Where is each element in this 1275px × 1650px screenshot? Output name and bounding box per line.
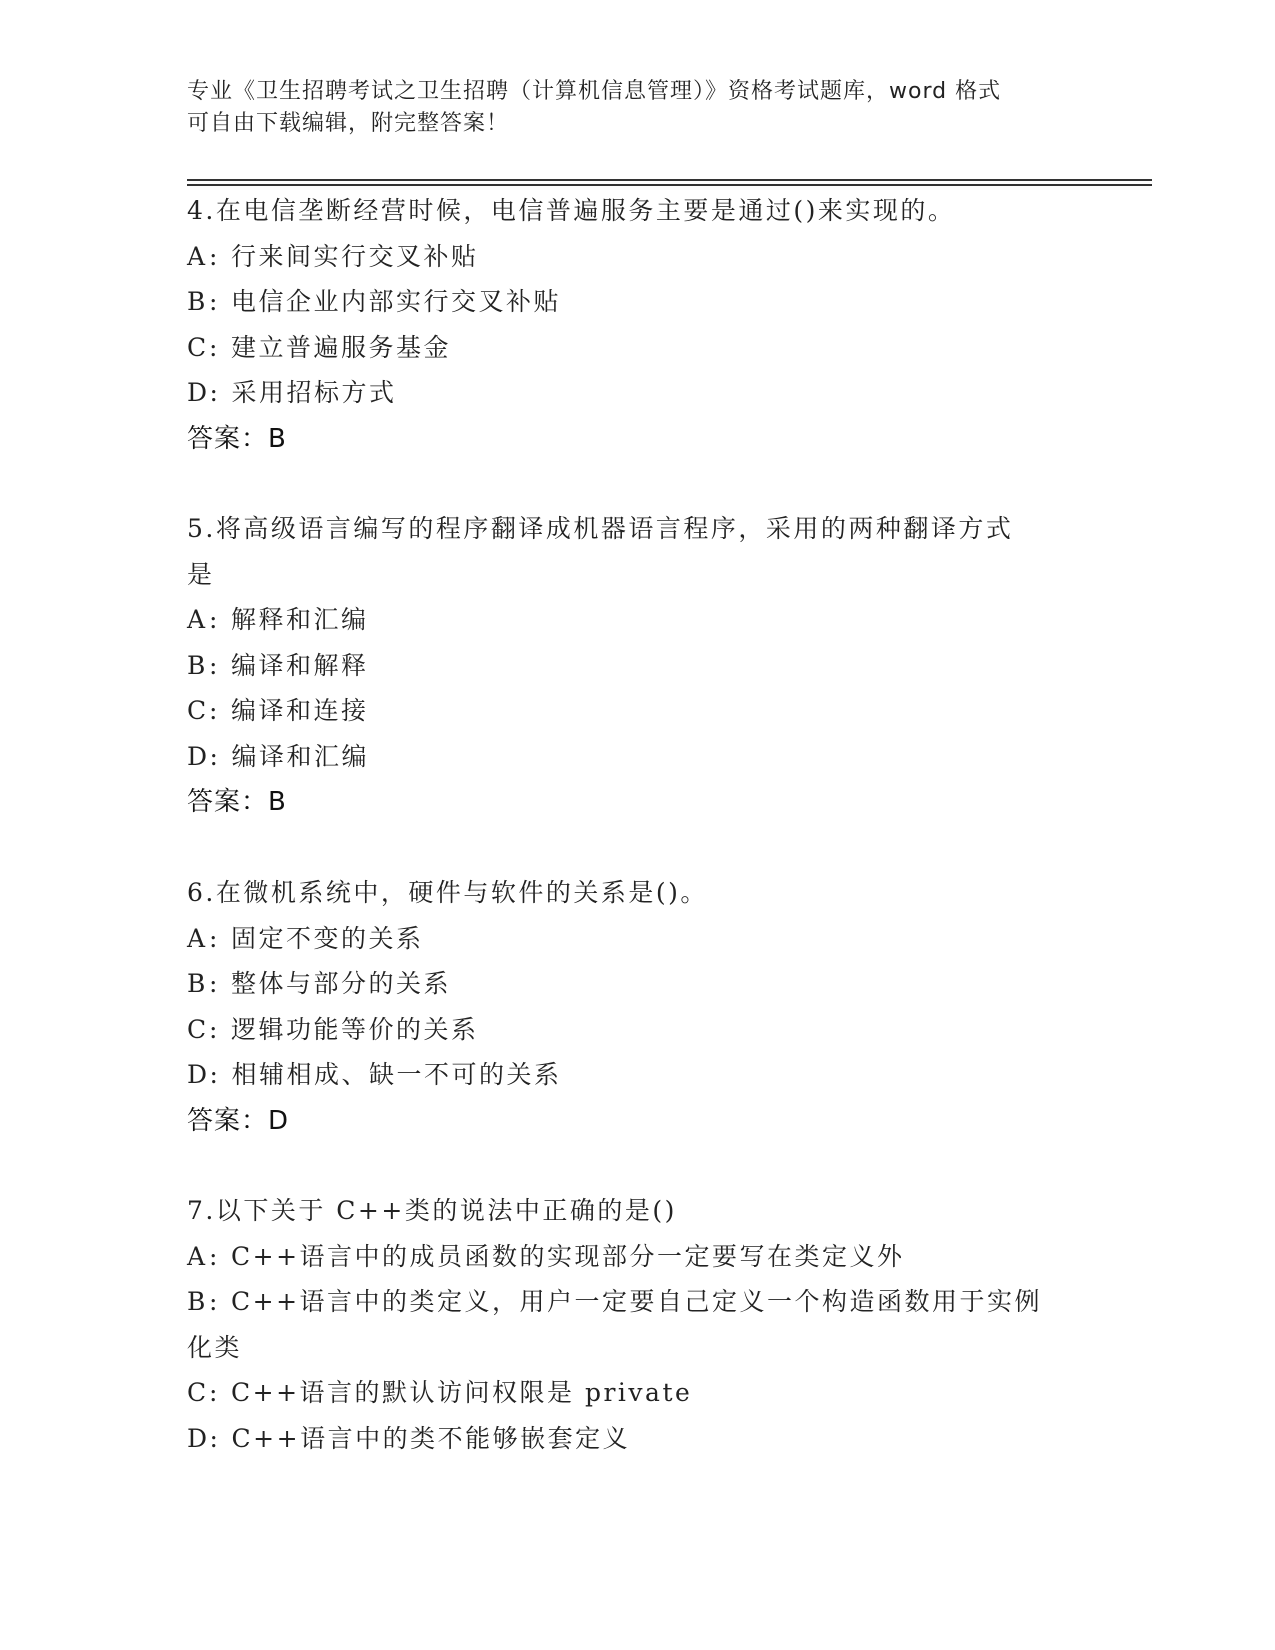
option-text: 解释和汇编 [231, 605, 369, 634]
option-text: C++语言中的类不能够嵌套定义 [231, 1423, 631, 1453]
option-a: A: 固定不变的关系 [187, 923, 424, 953]
option-text: 采用招标方式 [231, 378, 397, 407]
question-stem: 6.在微机系统中，硬件与软件的关系是()。 [187, 878, 708, 907]
question-4 [187, 188, 1087, 462]
question-5 [187, 506, 1087, 825]
option-d: D: 采用招标方式 [187, 378, 397, 407]
option-text: 行来间实行交叉补贴 [231, 241, 479, 271]
document-header [187, 76, 1067, 140]
question-6 [187, 870, 1087, 1144]
option-b: B: 电信企业内部实行交叉补贴 [187, 287, 562, 316]
header-divider-top [187, 179, 1152, 181]
option-text: 编译和解释 [231, 650, 369, 680]
option-text: 编译和连接 [231, 696, 369, 725]
option-text: 建立普遍服务基金 [231, 332, 452, 362]
header-divider-bottom [187, 184, 1152, 186]
option-d: D: C++语言中的类不能够嵌套定义 [187, 1423, 631, 1453]
header-line-2: 可自由下载编辑，附完整答案！ [187, 111, 510, 136]
option-text: 编译和汇编 [231, 741, 370, 771]
question-stem: 7.以下关于 C++类的说法中正确的是() [187, 1196, 677, 1225]
option-c: C: 逻辑功能等价的关系 [187, 1014, 479, 1044]
option-text: C++语言中的类定义，用户一定要自己定义一个构造函数用于实例 [231, 1287, 1043, 1316]
option-c: C: C++语言的默认访问权限是 private [187, 1378, 693, 1407]
option-a: A: 行来间实行交叉补贴 [187, 241, 479, 271]
option-b: B: 整体与部分的关系 [187, 969, 452, 998]
option-text: C++语言的默认访问权限是 private [231, 1378, 693, 1407]
question-stem: 4.在电信垄断经营时候，电信普遍服务主要是通过()来实现的。 [187, 196, 956, 225]
option-text: 电信企业内部实行交叉补贴 [231, 287, 562, 316]
option-text: 固定不变的关系 [231, 923, 424, 953]
answer-line: 答案：D [187, 1105, 290, 1136]
option-a: A: C++语言中的成员函数的实现部分一定要写在类定义外 [187, 1241, 905, 1271]
header-line-1: 专业《卫生招聘考试之卫生招聘（计算机信息管理）》资格考试题库，word 格式 [187, 79, 1002, 104]
option-d: D: 相辅相成、缺一不可的关系 [187, 1060, 562, 1089]
answer-line: 答案：B [187, 423, 287, 454]
option-text: C++语言中的成员函数的实现部分一定要写在类定义外 [231, 1241, 905, 1271]
option-c: C: 编译和连接 [187, 696, 369, 725]
option-text: 整体与部分的关系 [231, 969, 452, 998]
option-b: B: 编译和解释 [187, 650, 369, 680]
option-text: 逻辑功能等价的关系 [231, 1014, 479, 1044]
option-a: A: 解释和汇编 [187, 605, 369, 634]
option-d: D: 编译和汇编 [187, 741, 370, 771]
option-b: B: C++语言中的类定义，用户一定要自己定义一个构造函数用于实例 [187, 1287, 1043, 1316]
option-b-continuation: 化类 [187, 1332, 243, 1362]
question-stem-continuation: 是 [187, 559, 215, 589]
question-stem: 5.将高级语言编写的程序翻译成机器语言程序，采用的两种翻译方式 [187, 514, 1014, 543]
option-c: C: 建立普遍服务基金 [187, 332, 452, 362]
option-text: 相辅相成、缺一不可的关系 [231, 1060, 562, 1089]
question-7 [187, 1188, 1087, 1461]
answer-line: 答案：B [187, 787, 287, 817]
